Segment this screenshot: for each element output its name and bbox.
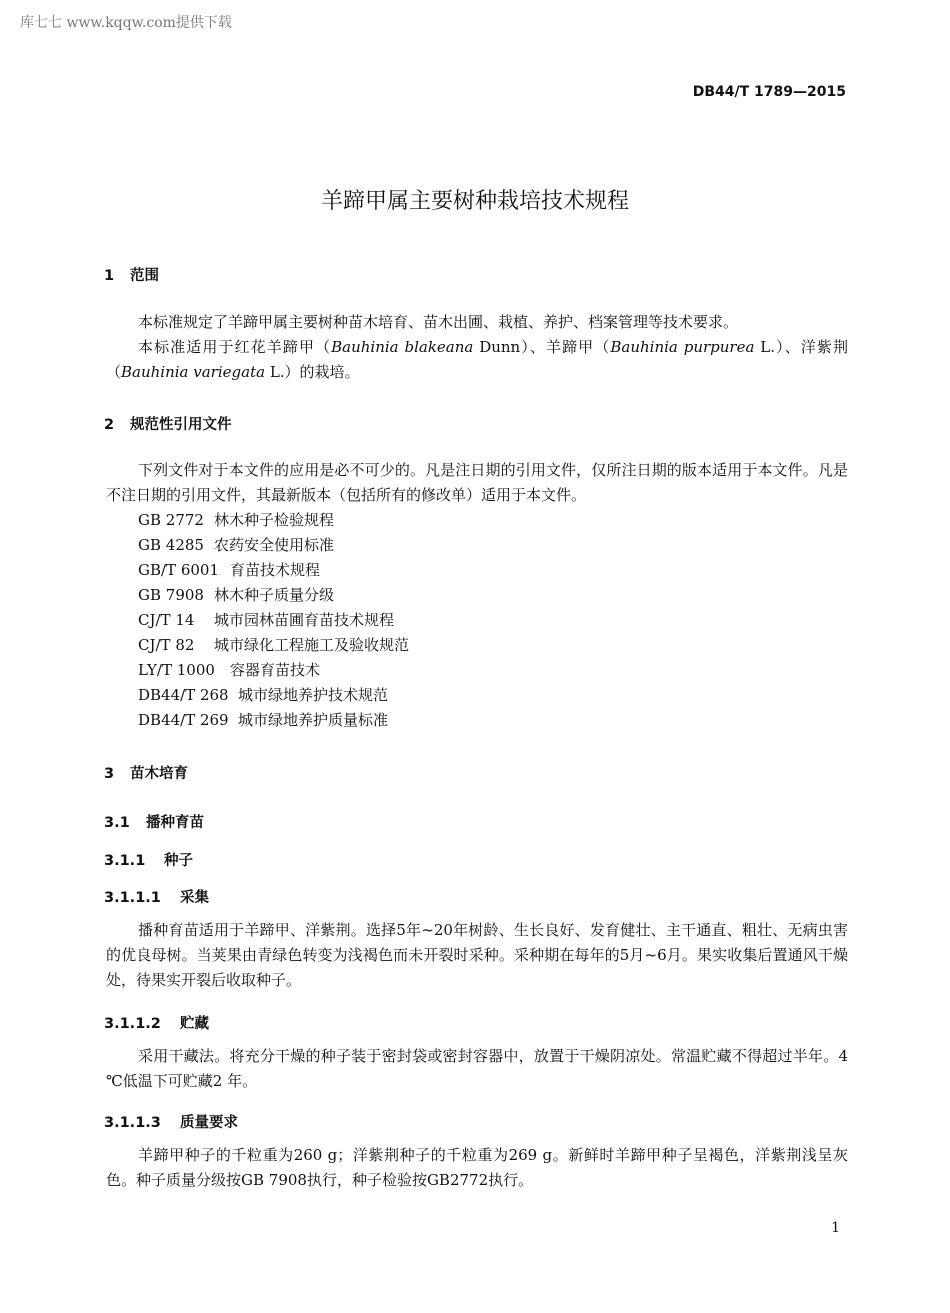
watermark-text: 库七七 www.kqqw.com提供下载	[20, 15, 232, 31]
reference-code: DB44/T 268	[138, 686, 229, 704]
section-title: 规范性引用文件	[130, 417, 232, 433]
section-number: 3.1.1.2	[104, 1016, 161, 1032]
reference-item	[138, 558, 320, 583]
text-run: L.）、洋紫荆（	[106, 338, 849, 381]
section-3-1-heading	[104, 811, 204, 832]
page-number: 1	[831, 1220, 840, 1236]
storage-paragraph: 采用干藏法。将充分干燥的种子装于密封袋或密封容器中，放置于干燥阴凉处。常温贮藏不得超过半年。4 ℃低温下可贮藏2 年。	[106, 1047, 848, 1090]
species-name: Bauhinia blakeana	[331, 338, 474, 356]
section-number: 1	[104, 268, 115, 284]
document-title: 羊蹄甲属主要树种栽培技术规程	[320, 189, 629, 214]
scope-paragraph-2	[106, 335, 848, 385]
collection-paragraph: 播种育苗适用于羊蹄甲、洋紫荆。选择5年~20年树龄、生长良好、发育健壮、主干通直、粗壮、无病虫害的优良母树。当荚果由青绿色转变为浅褐色而未开裂时采种。采种期在每年的5月~6月。果实收集后置通风干燥处，待果实开裂后收取种子。	[106, 921, 848, 989]
quality-paragraph: 羊蹄甲种子的千粒重为260 g；洋紫荆种子的千粒重为269 g。新鲜时羊蹄甲种子呈褐色，洋紫荆浅呈灰色。种子质量分级按GB 7908执行，种子检验按GB2772执行。	[106, 1146, 848, 1189]
reference-item	[138, 583, 334, 608]
document-number: DB44/T 1789—2015	[692, 84, 846, 100]
section-1-heading	[104, 264, 159, 285]
section-number: 3.1	[104, 815, 130, 831]
reference-code: GB 7908	[138, 586, 204, 604]
section-number: 2	[104, 417, 115, 433]
reference-title: 育苗技术规程	[230, 561, 321, 579]
section-title: 种子	[164, 853, 193, 869]
section-3-1-1-2-heading	[104, 1012, 209, 1033]
text-run: L.）的栽培。	[265, 363, 360, 381]
reference-item	[138, 658, 320, 683]
species-name: Bauhinia purpurea	[610, 338, 755, 356]
reference-title: 城市绿地养护质量标准	[238, 711, 389, 729]
section-number: 3.1.1.3	[104, 1115, 161, 1131]
reference-item	[138, 508, 334, 533]
section-2-heading	[104, 413, 232, 434]
section-3-1-1-heading	[104, 849, 193, 870]
section-title: 播种育苗	[146, 815, 204, 831]
reference-code: CJ/T 82	[138, 636, 195, 654]
reference-code: DB44/T 269	[138, 711, 229, 729]
reference-item	[138, 608, 394, 633]
section-number: 3	[104, 766, 115, 782]
reference-item	[138, 683, 388, 708]
reference-title: 容器育苗技术	[230, 661, 321, 679]
reference-title: 农药安全使用标准	[214, 536, 335, 554]
section-3-1-1-1-heading	[104, 886, 209, 907]
reference-code: GB 4285	[138, 536, 204, 554]
section-number: 3.1.1	[104, 853, 146, 869]
references-intro-paragraph: 下列文件对于本文件的应用是必不可少的。凡是注日期的引用文件，仅所注日期的版本适用于本文件。凡是不注日期的引用文件，其最新版本（包括所有的修改单）适用于本文件。	[106, 461, 848, 504]
section-title: 范围	[130, 268, 159, 284]
section-3-heading	[104, 762, 188, 783]
section-title: 质量要求	[180, 1115, 238, 1131]
section-title: 苗木培育	[130, 766, 188, 782]
reference-title: 林木种子检验规程	[214, 511, 335, 529]
reference-code: GB/T 6001	[138, 561, 220, 579]
text-run: 本标准适用于红花羊蹄甲（	[138, 338, 332, 356]
reference-title: 城市园林苗圃育苗技术规程	[214, 611, 395, 629]
reference-code: CJ/T 14	[138, 611, 195, 629]
reference-code: LY/T 1000	[138, 661, 215, 679]
section-title: 贮藏	[180, 1016, 209, 1032]
reference-title: 城市绿地养护技术规范	[238, 686, 389, 704]
species-name: Bauhinia variegata	[121, 363, 266, 381]
reference-title: 林木种子质量分级	[214, 586, 335, 604]
reference-item	[138, 708, 388, 733]
reference-code: GB 2772	[138, 511, 204, 529]
scope-paragraph-1: 本标准规定了羊蹄甲属主要树种苗木培育、苗木出圃、栽植、养护、档案管理等技术要求。	[138, 313, 739, 331]
text-run: Dunn）、羊蹄甲（	[473, 338, 611, 356]
reference-item	[138, 633, 409, 658]
reference-title: 城市绿化工程施工及验收规范	[214, 636, 410, 654]
section-title: 采集	[180, 890, 209, 906]
reference-item	[138, 533, 334, 558]
section-number: 3.1.1.1	[104, 890, 161, 906]
section-3-1-1-3-heading	[104, 1111, 238, 1132]
